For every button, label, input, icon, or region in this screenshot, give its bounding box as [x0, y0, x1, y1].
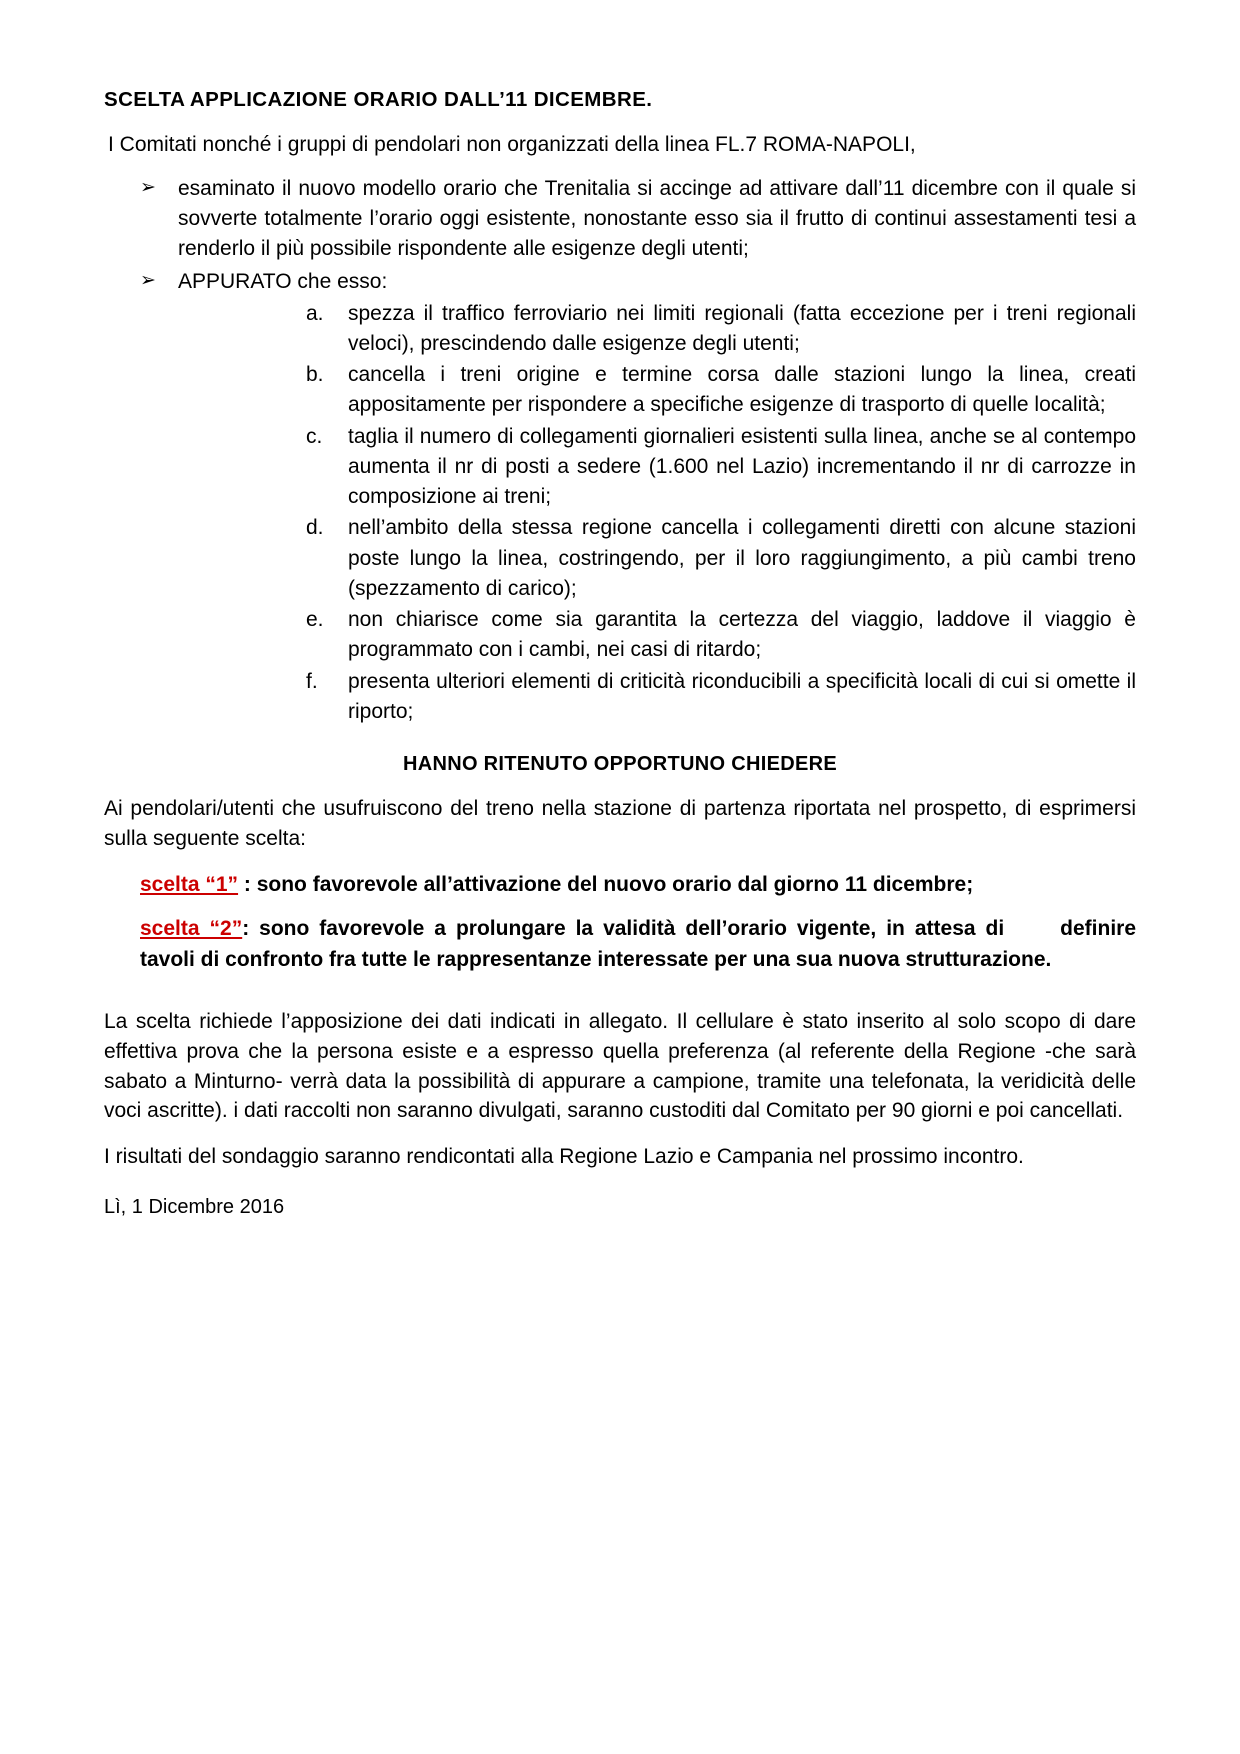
list-item-text: cancella i treni origine e termine corsa dalle stazioni lungo la linea, creati appositamente per rispondere a specifiche esigenze di trasporto di quelle località;	[348, 363, 1136, 417]
list-item	[104, 267, 1136, 728]
list-item	[104, 174, 1136, 265]
list-item-text: APPURATO che esso:	[178, 269, 388, 293]
choice-1-text: : sono favorevole all’attivazione del nuovo orario dal giorno 11 dicembre;	[238, 872, 974, 896]
list-marker: b.	[306, 363, 324, 387]
list-marker: c.	[306, 424, 323, 448]
arrow-bullet-list	[104, 174, 1136, 727]
list-item	[292, 360, 1136, 420]
list-item	[292, 667, 1136, 727]
choice-option-1	[104, 870, 1136, 900]
list-item	[292, 422, 1136, 513]
list-item-text: non chiarisce come sia garantita la certezza del viaggio, laddove il viaggio è programmato con i cambi, nei casi di ritardo;	[348, 608, 1136, 662]
choice-2-text-a: : sono favorevole a prolungare la validità dell’orario vigente, in attesa di	[242, 917, 1015, 941]
alpha-list	[292, 299, 1136, 727]
list-item-text: esaminato il nuovo modello orario che Trenitalia si accinge ad attivare dall’11 dicembre con il quale si sovverte totalmente l’orario oggi esistente, nonostante esso sia il frutto di continui assestamenti tesi a renderlo il più possibile rispondente alle esigenze degli utenti;	[178, 176, 1136, 261]
choice-1-label: scelta “1”	[140, 872, 239, 896]
privacy-paragraph: La scelta richiede l’apposizione dei dati indicati in allegato. Il cellulare è stato inserito al solo scopo di dare effettiva prova che la persona esiste e a espresso quella preferenza (al referente della Regione -che sarà sabato a Minturno- verrà data la possibilità di appurare a campione, tramite una telefonata, la veridicità delle voci ascritte). i dati raccolti non saranno divulgati, saranno custoditi dal Comitato per 90 giorni e poi cancellati.	[104, 1009, 1136, 1123]
choice-2-label: scelta “2”	[140, 917, 243, 941]
alpha-sublist-wrapper	[292, 299, 1136, 727]
list-marker: d.	[306, 516, 324, 540]
arrow-bullet-icon: ➢	[140, 269, 156, 291]
list-item	[292, 513, 1136, 604]
choice-option-2	[104, 914, 1136, 975]
page-title: SCELTA APPLICAZIONE ORARIO DALL’11 DICEMBRE.	[104, 88, 653, 111]
intro-paragraph: I Comitati nonché i gruppi di pendolari non organizzati della linea FL.7 ROMA-NAPOLI,	[108, 133, 916, 156]
list-item-text: taglia il numero di collegamenti giornalieri esistenti sulla linea, anche se al contempo aumenta il nr di posti a sedere (1.600 nel Lazio) incrementando il nr di carrozze in composizione ai treni;	[348, 424, 1136, 509]
request-paragraph: Ai pendolari/utenti che usufruiscono del treno nella stazione di partenza riportata nel prospetto, di esprimersi sulla seguente scelta:	[104, 797, 1136, 850]
list-marker: f.	[306, 669, 318, 693]
list-item	[292, 299, 1136, 359]
list-item-text: nell’ambito della stessa regione cancella i collegamenti diretti con alcune stazioni poste lungo la linea, costringendo, per il loro raggiungimento, a più cambi treno (spezzamento di carico);	[348, 516, 1136, 600]
list-item-text: spezza il traffico ferroviario nei limiti regionali (fatta eccezione per i treni regionali veloci), prescindendo dalle esigenze degli utenti;	[348, 301, 1136, 355]
list-marker: a.	[306, 301, 324, 325]
section-heading: HANNO RITENUTO OPPORTUNO CHIEDERE	[402, 753, 837, 776]
list-marker: e.	[306, 608, 324, 632]
date-line: Lì, 1 Dicembre 2016	[104, 1196, 285, 1219]
list-item	[292, 605, 1136, 665]
results-paragraph: I risultati del sondaggio saranno rendicontati alla Regione Lazio e Campania nel prossimo incontro.	[104, 1145, 1024, 1169]
list-item-text: presenta ulteriori elementi di criticità riconducibili a specificità locali di cui si omette il riporto;	[348, 669, 1136, 723]
choice-2-text-b: definire tavoli di confronto fra tutte le rappresentanze interessate per una sua nuova strutturazione.	[140, 917, 1137, 971]
spacer	[104, 989, 1136, 1007]
arrow-bullet-icon: ➢	[140, 176, 156, 198]
